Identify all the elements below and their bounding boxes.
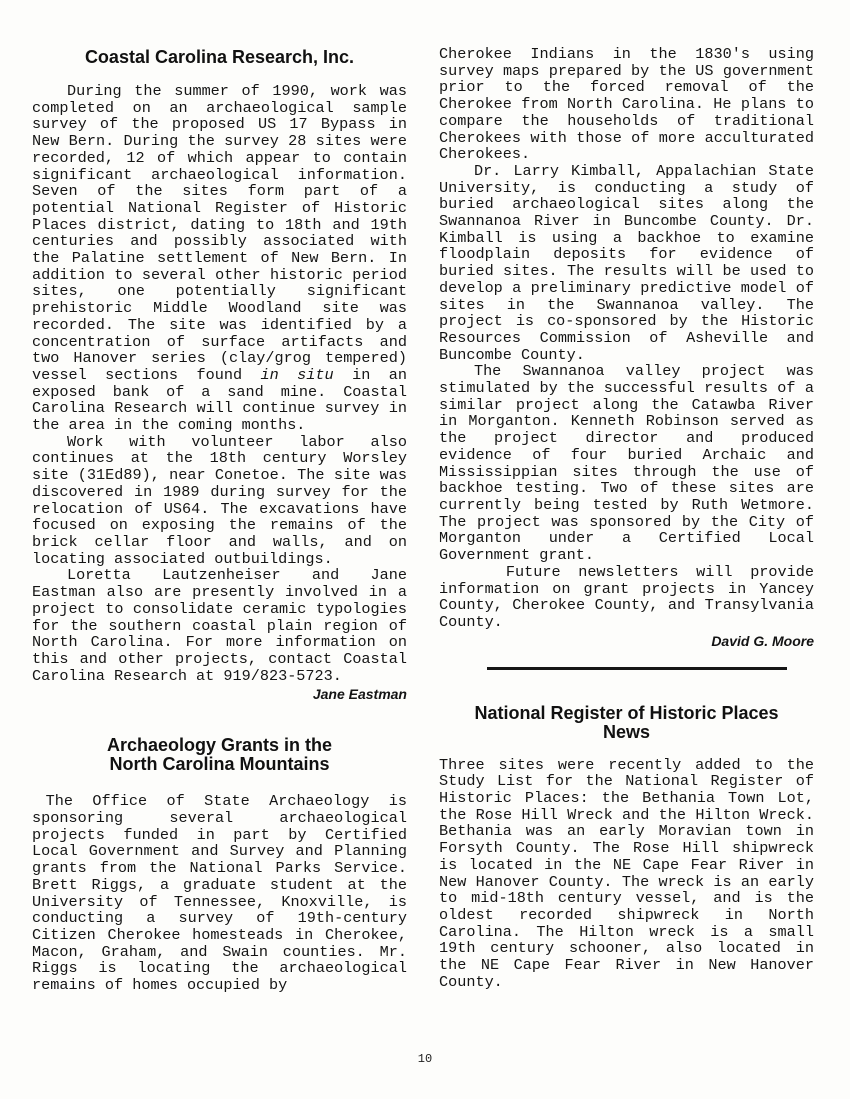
coastal-paragraph-2: Work with volunteer labor also continues at the 18th century Worsley site (31Ed89), near Conetoe. The site was discovered in 1989 during survey for the relocation of US64. The excavations have focused on exposing the remains of the brick cellar floor and walls, and on locating associated outbuildings. <box>32 432 407 568</box>
grants-author: David G. Moore <box>711 632 814 649</box>
coastal-carolina-heading: Coastal Carolina Research, Inc. <box>84 47 355 67</box>
grants-cont-paragraph-2: Dr. Larry Kimball, Appalachian State University, is conducting a study of buried archaeological sites along the Swannanoa River in Buncombe County. Dr. Kimball is using a backhoe to examine floodplain deposits for evidence of buried sites. The results will be used to develop a preliminary predictive model of sites in the Swannanoa valley. The project is co-sponsored by the Historic Resources Commission of Asheville and Buncombe County. <box>439 161 814 364</box>
coastal-paragraph-1 <box>32 83 407 434</box>
register-heading-line1: National Register of Historic Places <box>474 702 779 723</box>
register-heading <box>439 704 814 742</box>
coastal-paragraph-3: Loretta Lautzenheiser and Jane Eastman also are presently involved in a project to consolidate ceramic typologies for the southern coastal plain region of North Carolina. For more information on this and other projects, contact Coastal Carolina Research at 919/823-5723. <box>32 566 407 685</box>
right-column <box>439 46 814 990</box>
page-number: 10 <box>417 1052 433 1066</box>
grants-heading <box>32 736 407 774</box>
coastal-p1-end: in an exposed bank of a sand mine. Coastal Carolina Research will continue survey in the area in the coming months. <box>32 365 407 435</box>
coastal-p1-italic: in situ <box>260 365 334 384</box>
grants-heading-line1: Archaeology Grants in the <box>106 735 333 756</box>
coastal-author: Jane Eastman <box>312 686 407 703</box>
coastal-p1-text: During the summer of 1990, work was completed on an archaeological sample survey of the proposed US 17 Bypass in New Bern. During the survey 28 sites were recorded, 12 of which appear to contain significant archaeological information. Seven of the sites form part of a potential National Register of Historic Places district, dating to 18th and 19th centuries and possibly associated with the Palatine settlement of New Bern. In addition to several other historic period sites, one potentially significant prehistoric Middle Woodland site was recorded. The site was identified by a concentration of surface artifacts and two Hanover series (clay/grog tempered) vessel sections found <box>32 82 407 384</box>
left-column <box>32 46 407 994</box>
register-paragraph-1: Three sites were recently added to the Study List for the National Register of Historic Places: the Bethania Town Lot, the Rose Hill Wreck and the Hilton Wreck. Bethania was an early Moravian town in Forsyth County. The Rose Hill shipwreck is located in the NE Cape Fear River in New Hanover County. The wreck is an early to mid-18th century vessel, and is the oldest recorded shipwreck in North Carolina. The Hilton wreck is a small 19th century schooner, also located in the NE Cape Fear River in New Hanover County. <box>439 755 814 991</box>
register-heading-line2: News <box>602 721 651 742</box>
grants-cont-paragraph-1: Cherokee Indians in the 1830's using survey maps prepared by the US government prior to the forced removal of the Cherokee from North Carolina. He plans to compare the households of traditional Cherokees with those of more acculturated Cherokees. <box>439 45 814 164</box>
grants-cont-paragraph-3: The Swannanoa valley project was stimulated by the successful results of a similar project along the Catawba River in Morganton. Kenneth Robinson served as the project director and produced evidence of four buried Archaic and Mississippian sites through the use of backhoe testing. Two of these sites are currently being tested by Ruth Wetmore. The project was sponsored by the City of Morganton under a Certified Local Government grant. <box>439 362 814 565</box>
section-divider <box>487 667 787 670</box>
grants-heading-line2: North Carolina Mountains <box>109 754 330 775</box>
grants-cont-paragraph-4: Future newsletters will provide information on grant projects in Yancey County, Cherokee County, and Transylvania County. <box>439 562 814 631</box>
grants-paragraph-1: The Office of State Archaeology is sponsoring several archaeological projects funded in part by Certified Local Government and Survey and Planning grants from the National Parks Service. Brett Riggs, a graduate student at the University of Tennessee, Knoxville, is conducting a survey of 19th-century Citizen Cherokee homesteads in Cherokee, Macon, Graham, and Swain counties. Mr. Riggs is locating the archaeological remains of homes occupied by <box>32 792 407 995</box>
